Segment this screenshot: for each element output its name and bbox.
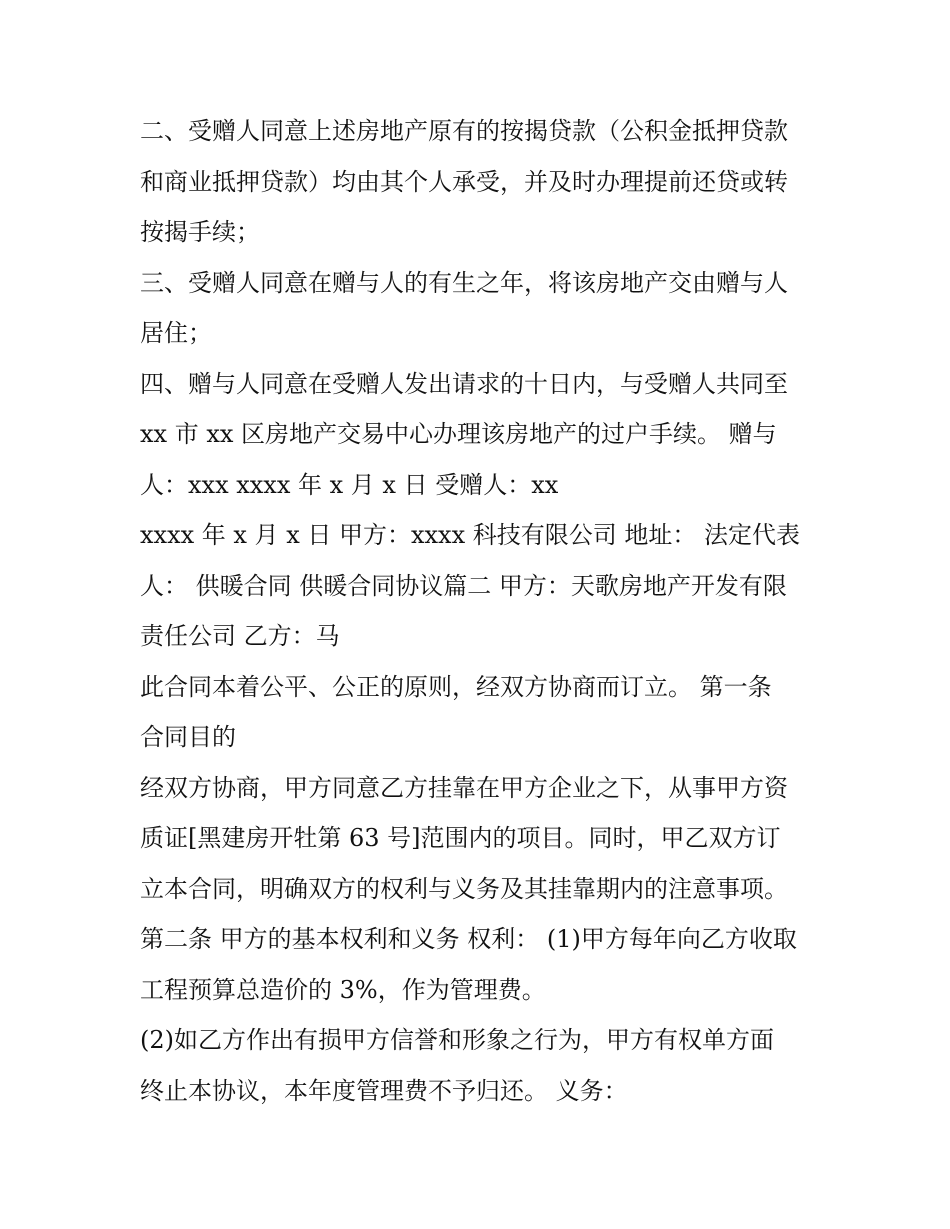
text-line: 经双方协商，甲方同意乙方挂靠在甲方企业之下，从事甲方资 [140, 773, 788, 802]
text-line: xxxx 年 x 月 x 日 甲方：xxxx 科技有限公司 地址： 法定代表 [140, 521, 801, 549]
text-line: 工程预算总造价的 3%，作为管理费。 [140, 975, 546, 1004]
text-line: 责任公司 乙方：马 [140, 622, 340, 650]
text-line: 质证[黑建房开牡第 63 号]范围内的项目。同时，甲乙双方订 [140, 824, 781, 852]
text-line: (2)如乙方作出有损甲方信誉和形象之行为，甲方有权单方面 [140, 1026, 774, 1054]
text-line: 此合同本着公平、公正的原则，经双方协商而订立。 第一条 [140, 672, 772, 701]
text-line: 终止本协议，本年度管理费不予归还。 义务： [140, 1076, 628, 1105]
text-line: 居住； [140, 319, 212, 347]
text-line: 和商业抵押贷款）均由其个人承受，并及时办理提前还贷或转 [140, 167, 788, 196]
text-line: 合同目的 [140, 723, 236, 751]
text-line: 三、受赠人同意在赠与人的有生之年，将该房地产交由赠与人 [140, 268, 788, 297]
text-line: 按揭手续； [140, 218, 260, 246]
text-line: xx 市 xx 区房地产交易中心办理该房地产的过户手续。 赠与 [140, 420, 777, 448]
text-line: 第二条 甲方的基本权利和义务 权利： (1)甲方每年向乙方收取 [140, 925, 797, 953]
text-line: 人：xxx xxxx 年 x 月 x 日 受赠人：xx [140, 470, 559, 499]
text-line: 立本合同，明确双方的权利与义务及其挂靠期内的注意事项。 [140, 874, 788, 903]
text-line: 四、赠与人同意在受赠人发出请求的十日内，与受赠人共同至 [140, 369, 788, 398]
text-line: 二、受赠人同意上述房地产原有的按揭贷款（公积金抵押贷款 [140, 117, 788, 145]
text-line: 人： 供暖合同 供暖合同协议篇二 甲方：天歌房地产开发有限 [140, 571, 787, 600]
document-body [140, 106, 820, 1116]
